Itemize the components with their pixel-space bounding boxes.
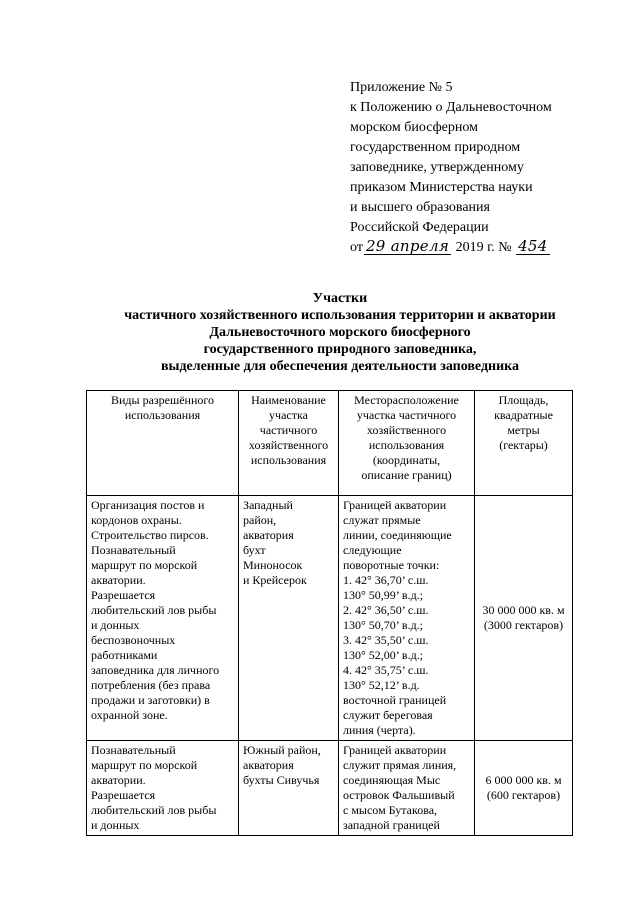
cell-line: 130° 52,00’ в.д.; xyxy=(343,648,424,662)
cell-area xyxy=(475,496,573,741)
cell-line: с мысом Бутакова, xyxy=(343,803,438,817)
cell-line: служит прямая линия, xyxy=(343,758,457,772)
cell-line: хозяйственного xyxy=(248,438,329,452)
cell-line: восточной границей xyxy=(343,693,447,707)
cell-line: район, xyxy=(243,513,277,527)
appendix-line: и высшего образования xyxy=(350,200,490,215)
cell-line: служат прямые xyxy=(343,513,421,527)
cell-line: Организация постов и xyxy=(91,498,205,512)
cell-uses xyxy=(87,741,239,836)
header-location xyxy=(339,391,475,496)
cell-line: и донных xyxy=(91,818,140,832)
cell-line: Площадь, xyxy=(498,393,549,407)
document-title xyxy=(60,290,620,375)
cell-line: участка частичного xyxy=(356,408,457,422)
header-name xyxy=(239,391,339,496)
cell-line: Виды разрешённого xyxy=(110,393,215,407)
cell-line: бухты Сивучья xyxy=(243,773,320,787)
cell-line: кордонов охраны. xyxy=(91,513,182,527)
cell-line: 1. 42° 36,70’ с.ш. xyxy=(343,573,429,587)
cell-line: частичного xyxy=(259,423,318,437)
cell-line: заповедника для личного xyxy=(91,663,220,677)
cell-line: Границей акватории xyxy=(343,498,447,512)
cell-line: 2. 42° 36,50’ с.ш. xyxy=(343,603,429,617)
cell-line: использования xyxy=(124,408,201,422)
cell-line: бухт xyxy=(243,543,266,557)
appendix-block xyxy=(350,78,630,258)
cell-line: 4. 42° 35,75’ с.ш. xyxy=(343,663,429,677)
cell-line: маршрут по морской xyxy=(91,758,198,772)
header-uses xyxy=(87,391,239,496)
title-line: Дальневосточного морского биосферного xyxy=(209,325,471,340)
cell-name xyxy=(239,496,339,741)
cell-line: любительский лов рыбы xyxy=(91,803,217,817)
cell-line: акватория xyxy=(243,758,294,772)
order-date-line xyxy=(350,238,630,258)
appendix-line: государственном природном xyxy=(350,140,521,155)
cell-line: Западный xyxy=(243,498,293,512)
cell-line: Наименование xyxy=(251,393,326,407)
cell-line: 130° 50,70’ в.д.; xyxy=(343,618,424,632)
cell-line: любительский лов рыбы xyxy=(91,603,217,617)
cell-line: линия (черта). xyxy=(343,723,416,737)
cell-line: акватории. xyxy=(91,773,146,787)
cell-line: квадратные xyxy=(494,408,553,422)
cell-line: акватории. xyxy=(91,573,146,587)
cell-line: и донных xyxy=(91,618,140,632)
cell-line: Месторасположение xyxy=(354,393,459,407)
appendix-line: морском биосферном xyxy=(350,120,478,135)
appendix-line: Российской Федерации xyxy=(350,220,489,235)
cell-line: (гектары) xyxy=(499,438,548,452)
cell-line: Границей акватории xyxy=(343,743,447,757)
table-row xyxy=(87,496,573,741)
cell-line: Строительство пирсов. xyxy=(91,528,209,542)
cell-line: и Крейсерок xyxy=(243,573,307,587)
appendix-line: заповеднике, утвержденному xyxy=(350,160,524,175)
cell-line: служит береговая xyxy=(343,708,433,722)
cell-line: (координаты, xyxy=(372,453,441,467)
areas-table xyxy=(86,390,573,836)
cell-line: 6 000 000 кв. м xyxy=(485,773,562,787)
cell-line: (600 гектаров) xyxy=(486,788,561,802)
cell-line: соединяющая Мыс xyxy=(343,773,441,787)
cell-line: Познавательный xyxy=(91,743,176,757)
cell-line: описание границ) xyxy=(361,468,452,482)
title-line: выделенные для обеспечения деятельности заповедника xyxy=(160,359,520,374)
cell-line: потребления (без права xyxy=(91,678,211,692)
cell-line: 3. 42° 35,50’ с.ш. xyxy=(343,633,429,647)
title-line: частичного хозяйственного использования территории и акватории xyxy=(124,308,556,323)
cell-line: хозяйственного xyxy=(366,423,447,437)
date-year: 2019 г. № xyxy=(455,240,512,255)
cell-line: метры xyxy=(507,423,540,437)
cell-line: акватория xyxy=(243,528,294,542)
date-prefix: от xyxy=(350,240,363,255)
cell-line: Разрешается xyxy=(91,588,156,602)
cell-line: маршрут по морской xyxy=(91,558,198,572)
cell-line: Разрешается xyxy=(91,788,156,802)
cell-line: использования xyxy=(250,453,327,467)
cell-line: 130° 52,12’ в.д. xyxy=(343,678,420,692)
cell-line: Южный район, xyxy=(243,743,321,757)
table-row xyxy=(87,741,573,836)
cell-line: охранной зоне. xyxy=(91,708,168,722)
handwritten-number: 454 xyxy=(518,237,548,255)
cell-line: поворотные точки: xyxy=(343,558,440,572)
cell-line: Познавательный xyxy=(91,543,176,557)
cell-line: (3000 гектаров) xyxy=(483,618,564,632)
cell-line: следующие xyxy=(343,543,402,557)
table-header-row xyxy=(87,391,573,496)
cell-line: использования xyxy=(368,438,445,452)
cell-uses xyxy=(87,496,239,741)
title-line: государственного природного заповедника, xyxy=(203,342,477,357)
cell-line: западной границей xyxy=(343,818,440,832)
cell-line: Миноносок xyxy=(243,558,303,572)
cell-area xyxy=(475,741,573,836)
cell-line: беспозвоночных xyxy=(91,633,176,647)
cell-line: участка xyxy=(269,408,308,422)
header-area xyxy=(475,391,573,496)
cell-line: 130° 50,99’ в.д.; xyxy=(343,588,424,602)
cell-line: работниками xyxy=(91,648,158,662)
appendix-line: приказом Министерства науки xyxy=(350,180,533,195)
appendix-line: к Положению о Дальневосточном xyxy=(350,100,552,115)
cell-line: островок Фальшивый xyxy=(343,788,455,802)
cell-line: линии, соединяющие xyxy=(343,528,452,542)
cell-location xyxy=(339,741,475,836)
title-line: Участки xyxy=(312,291,368,306)
cell-name xyxy=(239,741,339,836)
appendix-line: Приложение № 5 xyxy=(350,80,453,95)
cell-line: продажи и заготовки) в xyxy=(91,693,210,707)
cell-line: 30 000 000 кв. м xyxy=(482,603,565,617)
handwritten-date: 29 апреля xyxy=(365,237,450,255)
cell-location xyxy=(339,496,475,741)
